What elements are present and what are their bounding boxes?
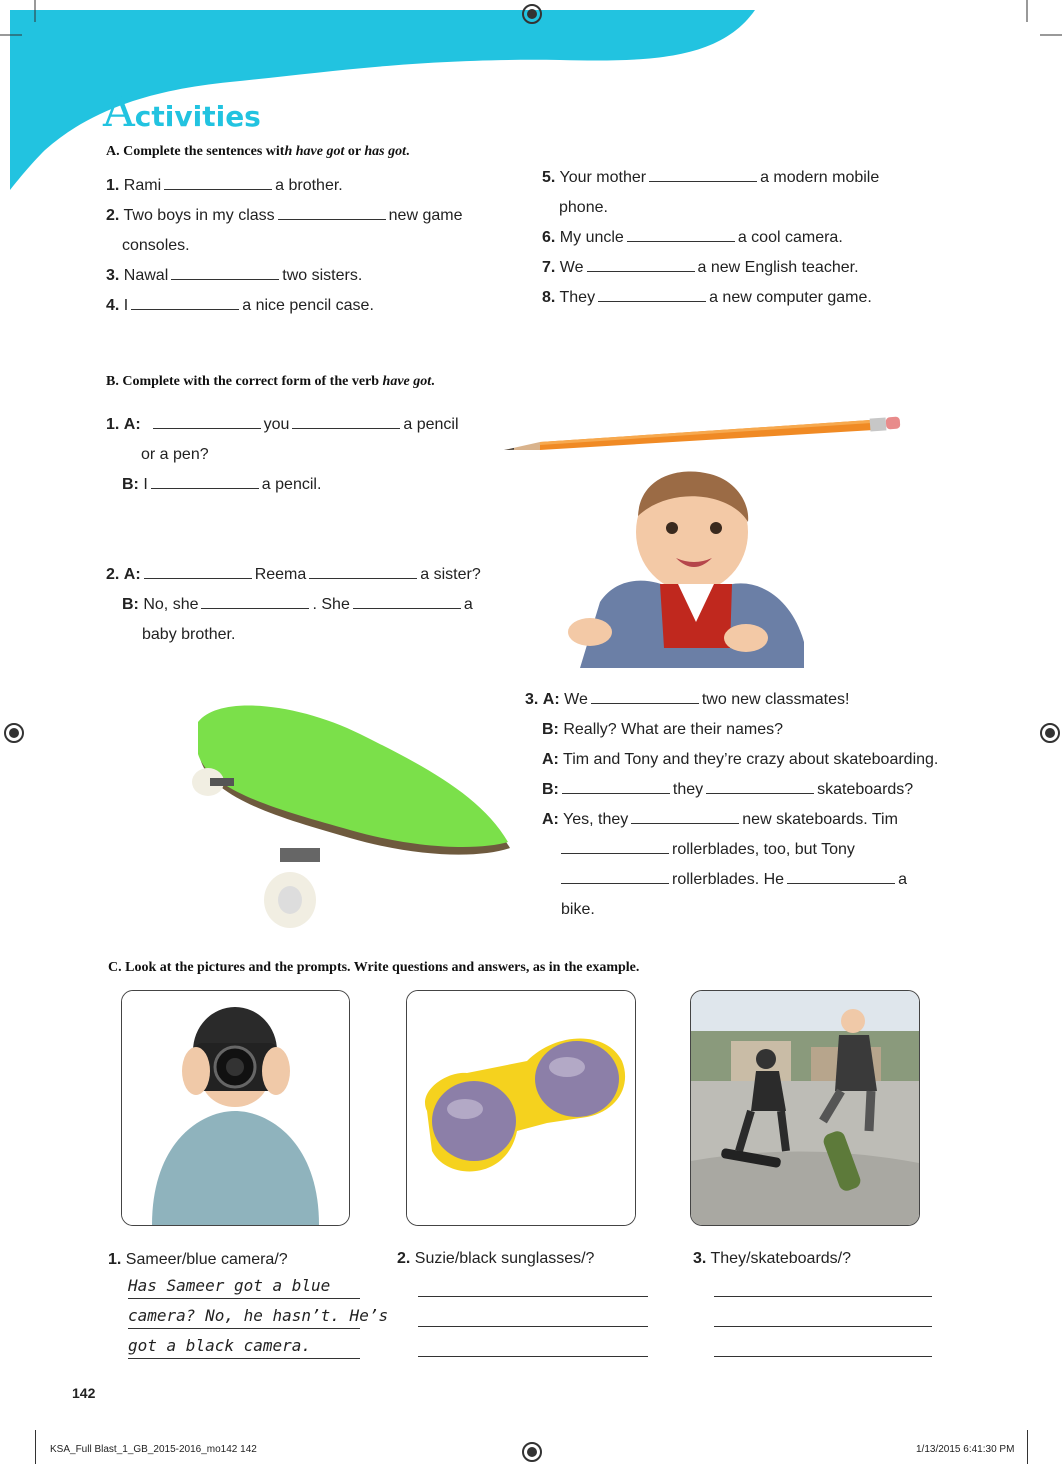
- exercise-a-item-7: 7. We a new English teacher.: [542, 259, 859, 276]
- baby-image: [560, 462, 814, 668]
- answer-line: [128, 1358, 360, 1359]
- answer-blank[interactable]: [164, 175, 272, 190]
- exercise-b3-line-4: B: they skateboards?: [542, 781, 914, 798]
- answer-blank[interactable]: [353, 594, 461, 609]
- example-answer-line-1: Has Sameer got a blue: [128, 1276, 331, 1295]
- exercise-b1-line-b: B: I a pencil.: [122, 476, 322, 493]
- exercise-b3-line-6: rollerblades, too, but Tony: [558, 835, 855, 865]
- exercise-a-item-5: 5. Your mother a modern mobile: [542, 169, 880, 186]
- example-answer-line-2: camera? No, he hasn’t. He’s: [128, 1306, 389, 1325]
- answer-blank[interactable]: [562, 779, 670, 794]
- answer-blank[interactable]: [627, 227, 735, 242]
- answer-blank[interactable]: [171, 265, 279, 280]
- page-title: Activities: [103, 86, 261, 137]
- exercise-b3-line-2: B: Really? What are their names?: [542, 721, 783, 738]
- photo-sunglasses: [406, 990, 636, 1226]
- example-answer-line-3: got a black camera.: [128, 1336, 312, 1355]
- registration-mark-right: [1040, 723, 1060, 743]
- exercise-a-item-5-cont: phone.: [559, 199, 608, 216]
- exercise-b3-line-1: 3. A: We two new classmates!: [525, 691, 850, 708]
- answer-blank[interactable]: [561, 869, 669, 884]
- exercise-a-item-3: 3. Nawal two sisters.: [106, 267, 363, 284]
- exercise-b3-line-3: A: Tim and Tony and they’re crazy about skateboarding.: [542, 751, 939, 768]
- answer-blank[interactable]: [151, 474, 259, 489]
- skateboard-image: [180, 698, 520, 932]
- exercise-b2-line-b-cont: baby brother.: [142, 626, 236, 643]
- answer-blank[interactable]: [153, 414, 261, 429]
- footer-file-info: KSA_Full Blast_1_GB_2015-2016_mo142 142: [50, 1444, 257, 1455]
- exercise-a-item-2: 2. Two boys in my class new game: [106, 207, 463, 224]
- answer-blank[interactable]: [649, 167, 757, 182]
- exercise-a-item-6: 6. My uncle a cool camera.: [542, 229, 843, 246]
- exercise-b2-line-b: B: No, she . She a: [122, 596, 473, 613]
- exercise-a-item-4: 4. I a nice pencil case.: [106, 297, 374, 314]
- answer-blank[interactable]: [144, 564, 252, 579]
- answer-line-2c[interactable]: [418, 1356, 648, 1357]
- exercise-b2-line-a: 2. A: Reema a sister?: [106, 566, 481, 583]
- section-c-instruction: C. Look at the pictures and the prompts. Write questions and answers, as in the example.: [108, 960, 640, 975]
- answer-blank[interactable]: [787, 869, 895, 884]
- section-a-instruction: A. Complete the sentences with have got or has got.: [106, 144, 410, 159]
- crop-mark: [35, 1430, 36, 1464]
- exercise-a-item-8: 8. They a new computer game.: [542, 289, 872, 306]
- answer-line-3b[interactable]: [714, 1326, 932, 1327]
- answer-line: [128, 1298, 360, 1299]
- section-b-instruction: B. Complete with the correct form of the verb have got.: [106, 374, 435, 389]
- answer-blank[interactable]: [706, 779, 814, 794]
- prompt-3: 3. They/skateboards/?: [693, 1250, 852, 1267]
- answer-blank[interactable]: [278, 205, 386, 220]
- answer-blank[interactable]: [587, 257, 695, 272]
- answer-blank[interactable]: [309, 564, 417, 579]
- registration-mark-top: [522, 4, 542, 24]
- answer-blank[interactable]: [598, 287, 706, 302]
- exercise-a-item-2-cont: consoles.: [122, 237, 190, 254]
- exercise-b3-line-7: rollerblades. He a: [558, 865, 907, 895]
- page-number: 142: [72, 1385, 96, 1401]
- answer-blank[interactable]: [201, 594, 309, 609]
- photo-boy-camera: [121, 990, 350, 1226]
- answer-blank[interactable]: [292, 414, 400, 429]
- answer-line-3a[interactable]: [714, 1296, 932, 1297]
- answer-blank[interactable]: [591, 689, 699, 704]
- crop-mark: [1027, 1430, 1028, 1464]
- prompt-1: 1. Sameer/blue camera/?: [108, 1251, 288, 1268]
- answer-line-3c[interactable]: [714, 1356, 932, 1357]
- exercise-b3-line-8: bike.: [561, 901, 595, 918]
- exercise-b1-line-a: 1. A: you a pencil: [106, 416, 459, 433]
- photo-skateboarders: [690, 990, 920, 1226]
- exercise-b1-line-a-cont: or a pen?: [141, 446, 209, 463]
- footer-timestamp: 1/13/2015 6:41:30 PM: [916, 1444, 1015, 1455]
- exercise-b3-line-5: A: Yes, they new skateboards. Tim: [542, 811, 898, 828]
- prompt-2: 2. Suzie/black sunglasses/?: [397, 1250, 595, 1267]
- registration-mark-left: [4, 723, 24, 743]
- answer-blank[interactable]: [631, 809, 739, 824]
- answer-blank[interactable]: [131, 295, 239, 310]
- answer-line: [128, 1328, 360, 1329]
- answer-blank[interactable]: [561, 839, 669, 854]
- pencil-image: [500, 414, 904, 456]
- answer-line-2b[interactable]: [418, 1326, 648, 1327]
- registration-mark-bottom: [522, 1442, 542, 1462]
- answer-line-2a[interactable]: [418, 1296, 648, 1297]
- exercise-a-item-1: 1. Rami a brother.: [106, 177, 343, 194]
